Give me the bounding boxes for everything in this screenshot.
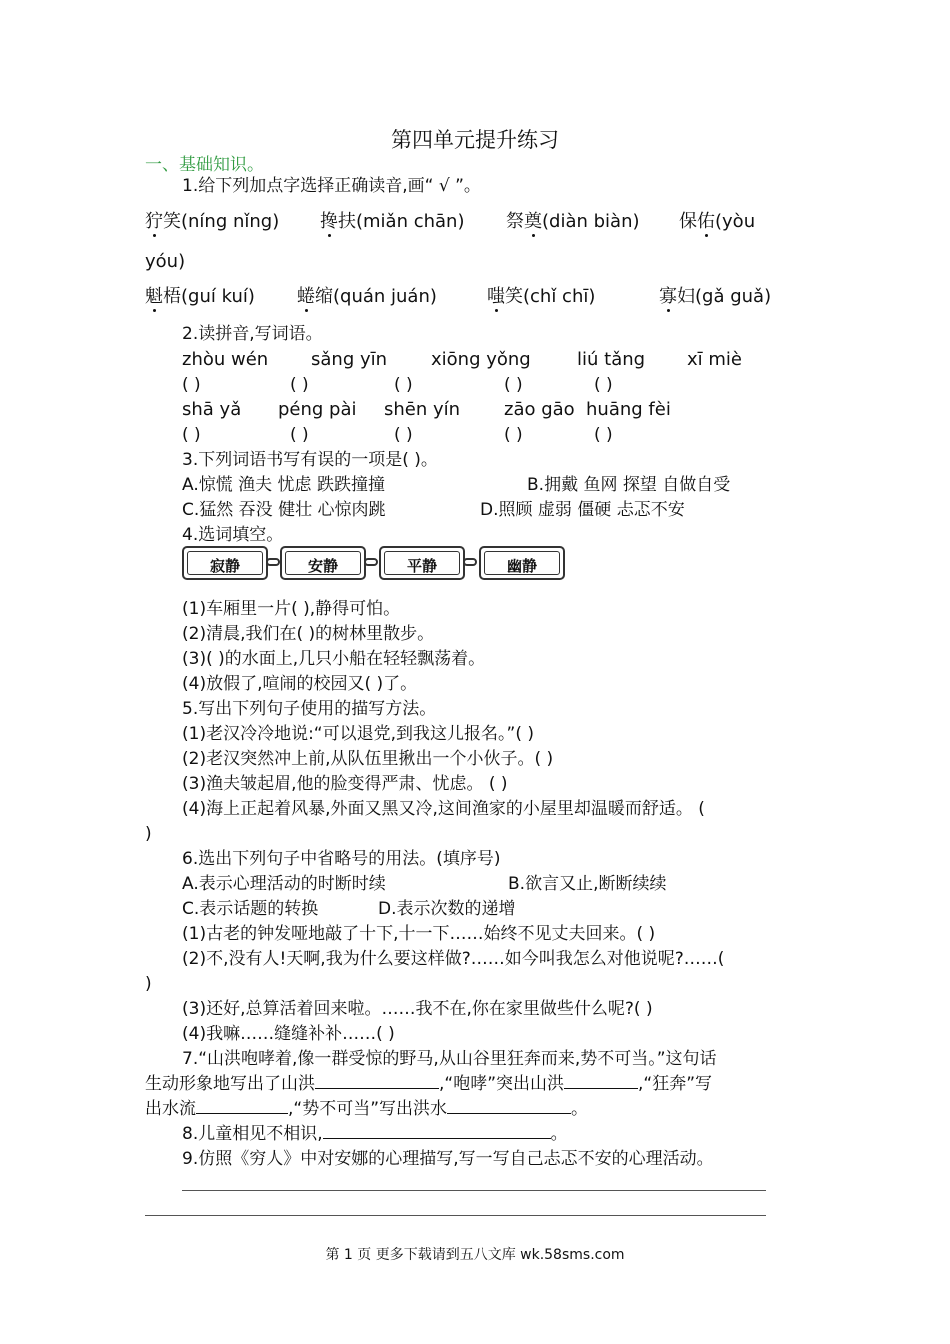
- q5-prompt: 5.写出下列句子使用的描写方法。: [182, 699, 437, 719]
- q6-sentence: (2)不,没有人!天啊,我为什么要这样做?……如今叫我怎么对他说呢?……(: [182, 949, 725, 969]
- q1-prompt: 1.给下列加点字选择正确读音,画“ √ ”。: [182, 176, 481, 196]
- pinyin-word: péng pài: [278, 399, 357, 420]
- chain-link: [364, 558, 378, 566]
- fill-blank[interactable]: [196, 1097, 288, 1114]
- q4-sentence: (1)车厢里一片( ),静得可怕。: [182, 599, 401, 619]
- q4-sentence: (3)( )的水面上,几只小船在轻轻飘荡着。: [182, 649, 486, 669]
- q5-sentence: (1)老汉冷冷地说:“可以退党,到我这儿报名。”( ): [182, 724, 534, 744]
- q6-sentence: (4)我嘛……缝缝补补……( ): [182, 1024, 395, 1044]
- q5-sentence: (3)渔夫皱起眉,他的脸变得严肃、忧虑。 ( ): [182, 774, 508, 794]
- fill-blank[interactable]: [315, 1072, 439, 1089]
- answer-paren[interactable]: ( ): [504, 425, 523, 445]
- q7-line: 7.“山洪咆哮着,像一群受惊的野马,从山谷里狂奔而来,势不可当。”这句话: [182, 1049, 717, 1069]
- fill-blank[interactable]: [323, 1122, 551, 1139]
- q4-sentence: (2)清晨,我们在( )的树林里散步。: [182, 624, 435, 644]
- fill-blank[interactable]: [447, 1097, 571, 1114]
- q1-item: 搀扶(miǎn chān): [320, 211, 465, 232]
- chain-link: [463, 558, 477, 566]
- q1-item: 蜷缩(quán juán): [297, 286, 437, 307]
- answer-paren[interactable]: ( ): [394, 425, 413, 445]
- q3-option-d: D.照顾 虚弱 僵硬 忐忑不安: [480, 500, 685, 520]
- q1-item: 嗤笑(chǐ chī): [487, 286, 596, 307]
- q6-prompt: 6.选出下列句子中省略号的用法。(填序号): [182, 849, 501, 869]
- q8-line: 8.儿童相见不相识, 。: [182, 1124, 568, 1144]
- answer-paren[interactable]: ( ): [182, 425, 201, 445]
- pinyin-word: xī miè: [687, 349, 742, 370]
- answer-paren[interactable]: ( ): [594, 375, 613, 395]
- answer-paren[interactable]: ( ): [594, 425, 613, 445]
- q7-line: 生动形象地写出了山洪 ,“咆哮”突出山洪 ,“狂奔”写: [145, 1074, 713, 1094]
- answer-line[interactable]: [145, 1215, 766, 1216]
- answer-paren[interactable]: ( ): [290, 425, 309, 445]
- section-heading: 一、基础知识。: [145, 155, 264, 175]
- q2-prompt: 2.读拼音,写词语。: [182, 324, 323, 344]
- fill-blank[interactable]: [564, 1072, 638, 1089]
- answer-paren[interactable]: ( ): [394, 375, 413, 395]
- q4-prompt: 4.选词填空。: [182, 525, 284, 545]
- pinyin-word: huāng fèi: [586, 399, 671, 420]
- q6-option-c: C.表示话题的转换: [182, 899, 319, 919]
- q6-sentence-wrap: ): [145, 974, 152, 994]
- answer-paren[interactable]: ( ): [504, 375, 523, 395]
- q7-line: 出水流 ,“势不可当”写出洪水 。: [145, 1099, 589, 1119]
- q1-item: 狞笑(níng nǐng): [145, 211, 280, 232]
- q5-sentence: (2)老汉突然冲上前,从队伍里揪出一个小伙子。( ): [182, 749, 554, 769]
- q4-sentence: (4)放假了,喧闹的校园又( )了。: [182, 674, 418, 694]
- pinyin-word: sǎng yīn: [311, 349, 388, 370]
- answer-paren[interactable]: ( ): [182, 375, 201, 395]
- q9-prompt: 9.仿照《穷人》中对安娜的心理描写,写一写自己忐忑不安的心理活动。: [182, 1149, 714, 1169]
- q6-option-d: D.表示次数的递增: [378, 899, 516, 919]
- page-footer: 第 1 页 更多下载请到五八文库 wk.58sms.com: [325, 1247, 625, 1263]
- q6-option-b: B.欲言又止,断断续续: [508, 874, 667, 894]
- word-box: 安静: [280, 546, 366, 580]
- q5-sentence: (4)海上正起着风暴,外面又黑又冷,这间渔家的小屋里却温暖而舒适。 (: [182, 799, 705, 819]
- word-box: 幽静: [479, 546, 565, 580]
- pinyin-word: shēn yín: [384, 399, 461, 420]
- q1-item: 祭奠(diàn biàn): [506, 211, 640, 232]
- pinyin-word: zhòu wén: [182, 349, 269, 370]
- word-bank: [182, 546, 567, 582]
- q3-option-a: A.惊慌 渔夫 忧虑 跌跌撞撞: [182, 475, 385, 495]
- pinyin-word: zāo gāo: [504, 399, 575, 420]
- word-box: 寂静: [182, 546, 268, 580]
- q5-sentence-wrap: ): [145, 824, 152, 844]
- answer-paren[interactable]: ( ): [290, 375, 309, 395]
- pinyin-word: xiōng yǒng: [431, 349, 531, 370]
- word-box: 平静: [379, 546, 465, 580]
- q1-item: 魁梧(guí kuí): [145, 286, 255, 307]
- q6-sentence: (1)古老的钟发哑地敲了十下,十一下……始终不见丈夫回来。( ): [182, 924, 656, 944]
- q1-item: 保佑(yòu: [679, 211, 756, 232]
- q3-option-b: B.拥戴 鱼网 探望 自做自受: [527, 475, 731, 495]
- answer-line[interactable]: [182, 1190, 766, 1191]
- page-title: 第四单元提升练习: [391, 128, 559, 152]
- pinyin-word: liú tǎng: [577, 349, 646, 370]
- q3-option-c: C.猛然 吞没 健壮 心惊肉跳: [182, 500, 386, 520]
- q6-option-a: A.表示心理活动的时断时续: [182, 874, 386, 894]
- pinyin-word: shā yǎ: [182, 399, 242, 420]
- q6-sentence: (3)还好,总算活着回来啦。……我不在,你在家里做些什么呢?( ): [182, 999, 653, 1019]
- q3-prompt: 3.下列词语书写有误的一项是( )。: [182, 450, 438, 470]
- chain-link: [266, 558, 280, 566]
- q1-item-wrap: yóu): [145, 251, 186, 272]
- q1-item: 寡妇(gǎ guǎ): [659, 286, 772, 307]
